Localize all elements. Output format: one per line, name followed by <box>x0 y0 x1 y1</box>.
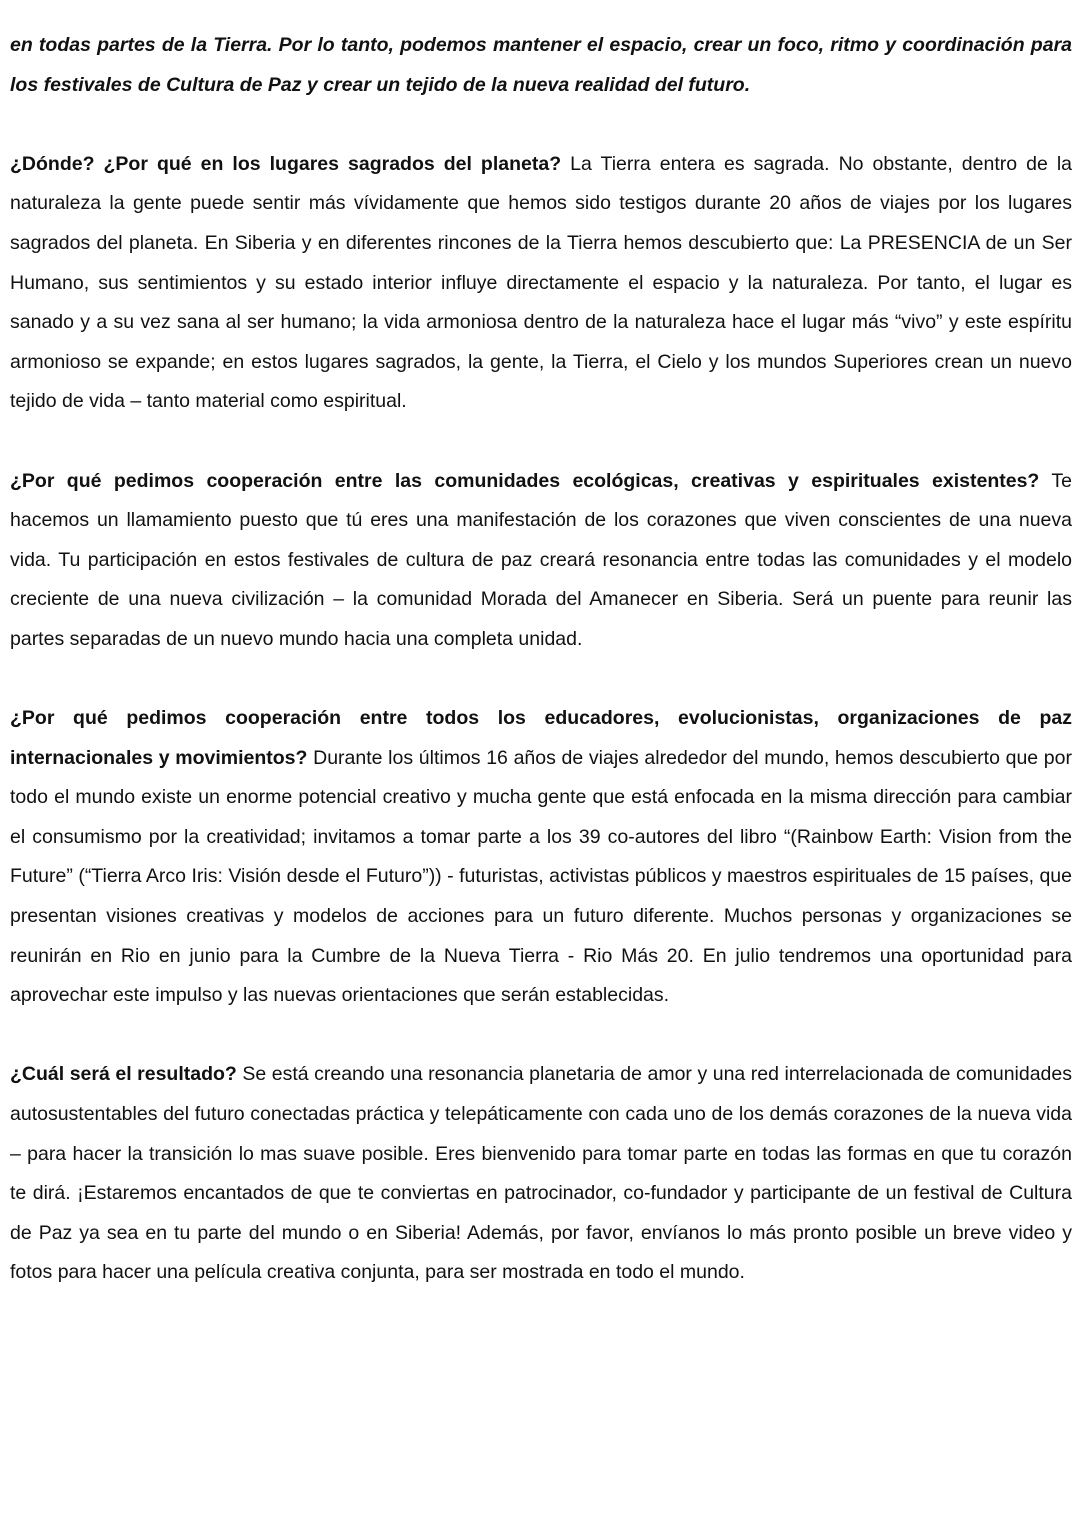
question-communities: ¿Por qué pedimos cooperación entre las comunidades ecológicas, creativas y espirituales existentes? <box>10 469 1040 492</box>
answer-result: Se está creando una resonancia planetaria de amor y una red interrelacionada de comunidades autosustentables del futuro conectadas práctica y telepáticamente con cada uno de los demás corazones de la nueva vida – para hacer la transición lo mas suave posible. Eres bienvenido para tomar parte en todas las formas en que tu corazón te dirá. ¡Estaremos encantados de que te conviertas en patrocinador, co-fundador y participante de un festival de Cultura de Paz ya sea en tu parte del mundo o en Siberia! Además, por favor, envíanos lo más pronto posible un breve video y fotos para hacer una película creativa conjunta, para ser mostrada en todo el mundo. <box>10 1063 1072 1284</box>
answer-communities: Te hacemos un llamamiento puesto que tú eres una manifestación de los corazones que viven conscientes de una nueva vida. Tu participación en estos festivales de cultura de paz creará resonancia entre todas las comunidades y el modelo creciente de una nueva civilización – la comunidad Morada del Amanecer en Siberia. Será un puente para reunir las partes separadas de un nuevo mundo hacia una completa unidad. <box>10 469 1072 650</box>
paragraph-result <box>10 1055 1072 1293</box>
intro-text: en todas partes de la Tierra. Por lo tanto, podemos mantener el espacio, crear un foco, ritmo y coordinación para los festivales de Cultura de Paz y crear un tejido de la nueva realidad del futuro. <box>10 34 1072 96</box>
paragraph-educators <box>10 699 1072 1016</box>
paragraph-where <box>10 145 1072 422</box>
question-where: ¿Dónde? ¿Por qué en los lugares sagrados del planeta? <box>10 152 562 175</box>
question-educators: ¿Por qué pedimos cooperación entre todos los educadores, evolucionistas, organizaciones de paz internacionales y movimientos? <box>10 707 1072 769</box>
answer-educators: Durante los últimos 16 años de viajes alrededor del mundo, hemos descubierto que por todo el mundo existe un enorme potencial creativo y mucha gente que está enfocada en la misma dirección para cambiar el consumismo por la creatividad; invitamos a tomar parte a los 39 co-autores del libro “(Rainbow Earth: Vision from the Future” (“Tierra Arco Iris: Visión desde el Futuro”)) - futuristas, activistas públicos y maestros espirituales de 15 países, que presentan visiones creativas y modelos de acciones para un futuro diferente. Muchos personas y organizaciones se reunirán en Rio en junio para la Cumbre de la Nueva Tierra - Rio Más 20. En julio tendremos una oportunidad para aprovechar este impulso y las nuevas orientaciones que serán establecidas. <box>10 746 1072 1007</box>
document-page <box>10 26 1072 1333</box>
answer-where: La Tierra entera es sagrada. No obstante, dentro de la naturaleza la gente puede sentir más vívidamente que hemos sido testigos durante 20 años de viajes por los lugares sagrados del planeta. En Siberia y en diferentes rincones de la Tierra hemos descubierto que: La PRESENCIA de un Ser Humano, sus sentimientos y su estado interior influye directamente el espacio y la naturaleza. Por tanto, el lugar es sanado y a su vez sana al ser humano; la vida armoniosa dentro de la naturaleza hace el lugar más “vivo” y este espíritu armonioso se expande; en estos lugares sagrados, la gente, la Tierra, el Cielo y los mundos Superiores crean un nuevo tejido de vida – tanto material como espiritual. <box>10 152 1072 413</box>
question-result: ¿Cuál será el resultado? <box>10 1063 237 1086</box>
paragraph-communities <box>10 462 1072 660</box>
intro-paragraph <box>10 26 1072 105</box>
